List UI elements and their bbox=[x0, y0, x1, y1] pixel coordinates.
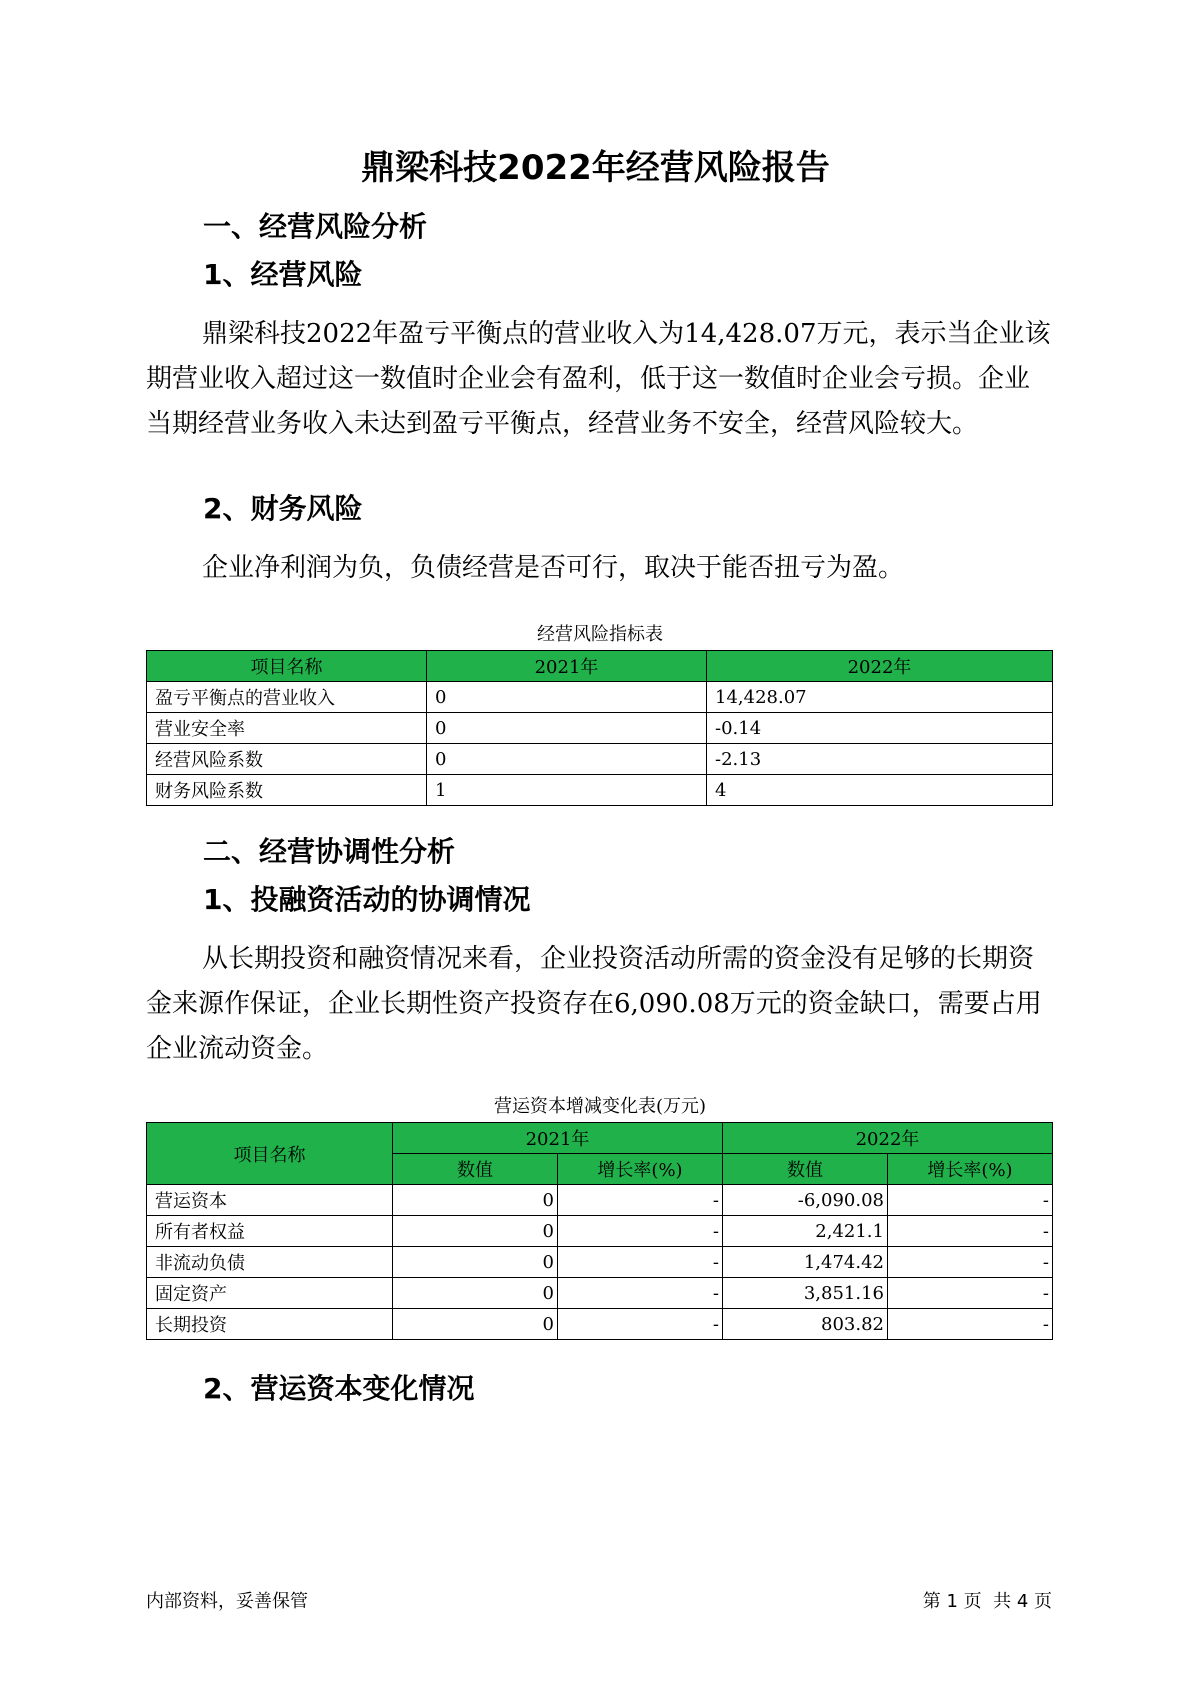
table-cell: - bbox=[888, 1185, 1053, 1216]
table-cell: -2.13 bbox=[707, 744, 1053, 775]
table-row bbox=[147, 1247, 1053, 1278]
table-row bbox=[147, 775, 1053, 806]
table-cell: 0 bbox=[393, 1278, 558, 1309]
table-cell: 1,474.42 bbox=[723, 1247, 888, 1278]
column-header-value: 数值 bbox=[723, 1154, 888, 1185]
subsection-heading-operating-risk: 1、经营风险 bbox=[203, 258, 363, 291]
table-cell: 固定资产 bbox=[147, 1278, 393, 1309]
subsection-heading-investment-financing: 1、投融资活动的协调情况 bbox=[203, 883, 531, 916]
table-header-row bbox=[147, 1123, 1053, 1154]
column-header-year-2021: 2021年 bbox=[393, 1123, 723, 1154]
financial-risk-paragraph: 企业净利润为负，负债经营是否可行，取决于能否扭亏为盈。 bbox=[202, 553, 905, 583]
table-cell: 4 bbox=[707, 775, 1053, 806]
column-header-year-2022: 2022年 bbox=[723, 1123, 1053, 1154]
column-header-value: 数值 bbox=[393, 1154, 558, 1185]
column-header: 2022年 bbox=[707, 651, 1053, 682]
operating-risk-paragraph: 鼎梁科技2022年盈亏平衡点的营业收入为14,428.07万元，表示当企业该期营业收入超过这一数值时企业会有盈利，低于这一数值时企业会亏损。企业当期经营业务收入未达到盈亏平衡点，经营业务不安全，经营风险较大。 bbox=[146, 319, 1051, 439]
table-cell: - bbox=[888, 1278, 1053, 1309]
column-header: 2021年 bbox=[427, 651, 707, 682]
column-header-item: 项目名称 bbox=[147, 1123, 393, 1185]
footer-page-number: 第 1 页 共 4 页 bbox=[922, 1591, 1052, 1612]
table-row bbox=[147, 1309, 1053, 1340]
table-header-row bbox=[147, 651, 1053, 682]
table-cell: 营业安全率 bbox=[147, 713, 427, 744]
table-cell: 非流动负债 bbox=[147, 1247, 393, 1278]
table-cell: 3,851.16 bbox=[723, 1278, 888, 1309]
table-cell: 经营风险系数 bbox=[147, 744, 427, 775]
table-cell: - bbox=[558, 1247, 723, 1278]
table-cell: 营运资本 bbox=[147, 1185, 393, 1216]
table-cell: 14,428.07 bbox=[707, 682, 1053, 713]
table-cell: 803.82 bbox=[723, 1309, 888, 1340]
table-cell: - bbox=[558, 1216, 723, 1247]
table-cell: -0.14 bbox=[707, 713, 1053, 744]
table-row bbox=[147, 682, 1053, 713]
table-cell: 1 bbox=[427, 775, 707, 806]
section-heading-operating-risk-analysis: 一、经营风险分析 bbox=[203, 210, 428, 243]
table-cell: - bbox=[558, 1278, 723, 1309]
table-cell: - bbox=[888, 1216, 1053, 1247]
table-cell: 所有者权益 bbox=[147, 1216, 393, 1247]
page-title: 鼎梁科技2022年经营风险报告 bbox=[361, 148, 830, 188]
table-cell: 0 bbox=[427, 744, 707, 775]
table-cell: - bbox=[558, 1309, 723, 1340]
table-cell: 财务风险系数 bbox=[147, 775, 427, 806]
table-row bbox=[147, 1185, 1053, 1216]
table-cell: 0 bbox=[427, 682, 707, 713]
column-header: 项目名称 bbox=[147, 651, 427, 682]
table-cell: 0 bbox=[393, 1216, 558, 1247]
investment-financing-paragraph: 从长期投资和融资情况来看，企业投资活动所需的资金没有足够的长期资金来源作保证，企业长期性资产投资存在6,090.08万元的资金缺口，需要占用企业流动资金。 bbox=[146, 944, 1042, 1064]
table-row bbox=[147, 713, 1053, 744]
working-capital-table-caption: 营运资本增减变化表(万元) bbox=[493, 1096, 707, 1117]
column-header-growth-rate: 增长率(%) bbox=[558, 1154, 723, 1185]
table-cell: 0 bbox=[393, 1185, 558, 1216]
subsection-heading-financial-risk: 2、财务风险 bbox=[203, 492, 363, 525]
table-cell: 0 bbox=[427, 713, 707, 744]
table-cell: 盈亏平衡点的营业收入 bbox=[147, 682, 427, 713]
table-cell: 0 bbox=[393, 1247, 558, 1278]
table-cell: - bbox=[888, 1309, 1053, 1340]
column-header-growth-rate: 增长率(%) bbox=[888, 1154, 1053, 1185]
table-cell: 0 bbox=[393, 1309, 558, 1340]
risk-table-caption: 经营风险指标表 bbox=[537, 624, 663, 645]
table-row bbox=[147, 1278, 1053, 1309]
table-cell: -6,090.08 bbox=[723, 1185, 888, 1216]
table-cell: 长期投资 bbox=[147, 1309, 393, 1340]
table-cell: 2,421.1 bbox=[723, 1216, 888, 1247]
footer-confidential-note: 内部资料，妥善保管 bbox=[146, 1591, 308, 1612]
table-row bbox=[147, 744, 1053, 775]
section-heading-coordination-analysis: 二、经营协调性分析 bbox=[203, 835, 456, 868]
table-cell: - bbox=[888, 1247, 1053, 1278]
risk-indicator-table bbox=[146, 650, 1053, 806]
table-row bbox=[147, 1216, 1053, 1247]
working-capital-table bbox=[146, 1122, 1053, 1340]
subsection-heading-working-capital-change: 2、营运资本变化情况 bbox=[203, 1372, 475, 1405]
table-cell: - bbox=[558, 1185, 723, 1216]
